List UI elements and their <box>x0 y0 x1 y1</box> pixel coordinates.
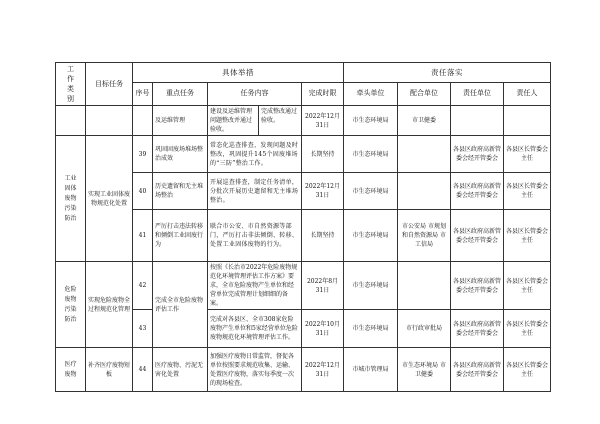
deadline-cell: 2022年10月31日 <box>302 310 344 348</box>
seq-cell: 42 <box>133 262 153 310</box>
key-task-cell: 完成全市危险废物评估工作 <box>153 262 208 348</box>
deadline-cell: 长期坚持 <box>302 210 344 262</box>
key-task-cell: 严厉打击违法转移和倾倒工业固废行为 <box>153 210 208 262</box>
target-cell: 实现工业固体废物规范化处置 <box>86 136 133 262</box>
content-note: 完成整改通过验收。 <box>258 106 301 135</box>
resp-person-cell: 各县区长管委会主任 <box>504 310 551 348</box>
header-category: 工作类别 <box>56 63 86 106</box>
header-lead: 牵头单位 <box>344 82 398 105</box>
resp-person-cell: 各县区长管委会主任 <box>504 136 551 173</box>
cooperate-cell <box>398 262 451 310</box>
seq-cell: 44 <box>133 348 153 392</box>
key-task-cell: 历史遗留和无主堆场整治 <box>153 173 208 210</box>
resp-person-cell: 各县区长管委会主任 <box>504 348 551 392</box>
lead-cell: 市生态环境局 <box>344 262 398 310</box>
header-measures: 具体举措 <box>133 63 344 83</box>
category-cell: 危险废物污染防治 <box>56 262 86 348</box>
header-seq: 序号 <box>133 82 153 105</box>
header-cooperate: 配合单位 <box>398 82 451 105</box>
resp-person-cell <box>504 106 551 136</box>
seq-cell: 43 <box>133 310 153 348</box>
deadline-cell: 2022年8月31日 <box>302 262 344 310</box>
task-table <box>55 62 551 392</box>
key-task-cell: 及运维管理 <box>153 106 208 136</box>
deadline-cell: 2022年12月31日 <box>302 106 344 136</box>
resp-unit-cell <box>451 106 504 136</box>
resp-unit-cell: 各县区政府高新管委会经开管委会 <box>451 136 504 173</box>
table-row <box>56 348 551 392</box>
cooperate-cell: 市生态环境局 市卫健委 <box>398 348 451 392</box>
key-task-cell: 巩固固废场堆场整治成效 <box>153 136 208 173</box>
lead-cell: 市生态环境局 <box>344 106 398 136</box>
deadline-cell: 长期坚持 <box>302 136 344 173</box>
content-cell: 常态化巡查排查，发现问题及时整改，巩固提升145个固废堆场的“三防”整治工作。 <box>208 136 302 173</box>
target-cell: 补齐医疗废物短板 <box>86 348 133 392</box>
content-cell: 加强医疗废物日常监管，督促各单位按照要求规范收集、运输、处置医疗废物，落实每季度一次的现场检查。 <box>208 348 302 392</box>
cooperate-cell <box>398 173 451 210</box>
header-row-1 <box>56 63 551 83</box>
lead-cell: 市生态环境局 <box>344 210 398 262</box>
seq-cell: 39 <box>133 136 153 173</box>
resp-unit-cell: 各县区政府高新管委会经开管委会 <box>451 348 504 392</box>
header-deadline: 完成时限 <box>302 82 344 105</box>
lead-cell: 市生态环境局 <box>344 310 398 348</box>
category-cell: 医疗废物 <box>56 348 86 392</box>
resp-unit-cell: 各县区政府高新管委会经开管委会 <box>451 173 504 210</box>
deadline-cell: 2022年12月31日 <box>302 348 344 392</box>
resp-person-cell: 各县区长管委会主任 <box>504 210 551 262</box>
content-text: 建设及运维管理问题整改并通过验收。 <box>210 108 253 133</box>
header-responsibility: 责任落实 <box>344 63 551 83</box>
category-cell <box>56 106 86 136</box>
header-resp-unit: 责任单位 <box>451 82 504 105</box>
cooperate-cell: 市行政审批局 <box>398 310 451 348</box>
deadline-cell: 2022年12月31日 <box>302 173 344 210</box>
seq-cell: 41 <box>133 210 153 262</box>
lead-cell: 市生态环境局 <box>344 173 398 210</box>
header-resp-person: 责任人 <box>504 82 551 105</box>
table-row <box>56 262 551 310</box>
resp-person-cell: 各县区长管委会主任 <box>504 173 551 210</box>
header-target: 目标任务 <box>86 63 133 106</box>
header-content: 任务内容 <box>208 82 302 105</box>
target-cell: 实现危险废物全过程规范化管理 <box>86 262 133 348</box>
content-cell: 联合市公安、市自然资源等部门，严厉打击非法倾倒、转移、处置工业固体废物的行为。 <box>208 210 302 262</box>
content-cell <box>208 106 302 136</box>
resp-person-cell: 各县区长管委会主任 <box>504 262 551 310</box>
table-row <box>56 106 551 136</box>
header-key-task: 重点任务 <box>153 82 208 105</box>
content-cell: 按照《长治市2022年危险废物规范化环境管理评估工作方案》要求，全市危险废物产生单位和经营单位完成管理计划细细的备案。 <box>208 262 302 310</box>
lead-cell: 市城市管理局 <box>344 348 398 392</box>
cooperate-cell <box>398 136 451 173</box>
target-cell <box>86 106 133 136</box>
lead-cell: 市生态环境局 <box>344 136 398 173</box>
seq-cell: 40 <box>133 173 153 210</box>
resp-unit-cell: 各县区政府高新管委会经开管委会 <box>451 210 504 262</box>
table-row <box>56 136 551 173</box>
resp-unit-cell: 各县区政府高新管委会经开管委会 <box>451 262 504 310</box>
seq-cell <box>133 106 153 136</box>
cooperate-cell: 市公安局 市规划和自然资源局 市工信局 <box>398 210 451 262</box>
key-task-cell: 医疗废物、污泥无害化处置 <box>153 348 208 392</box>
content-cell: 完成对各县区、全市308家危险废物产生单位和5家经营单位危险废物规范化环境管理评估工作。 <box>208 310 302 348</box>
resp-unit-cell: 各县区政府高新管委会经开管委会 <box>451 310 504 348</box>
content-cell: 开展巡查排查，制定任务清单，分批次开展历史遗留和无主堆场整治。 <box>208 173 302 210</box>
cooperate-cell: 市卫健委 <box>398 106 451 136</box>
category-cell: 工业固体废物污染防治 <box>56 136 86 262</box>
